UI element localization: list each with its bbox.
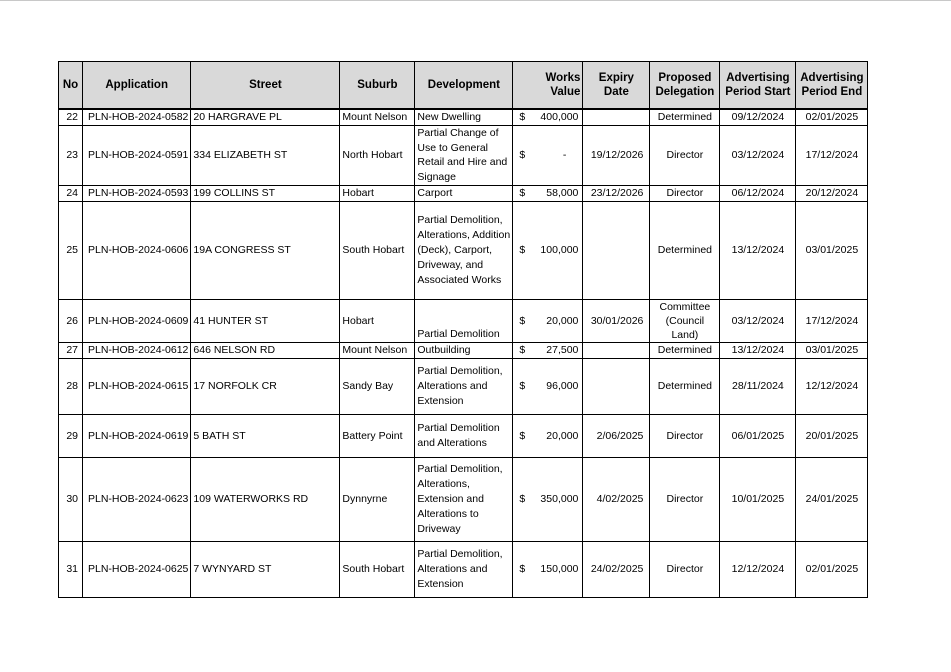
value-amount: 20,000: [546, 429, 579, 442]
header-expiry-date: Expiry Date: [583, 62, 650, 110]
cell-application: PLN-HOB-2024-0619: [83, 414, 191, 457]
cell-works-value: [513, 541, 583, 597]
cell-suburb: Hobart: [340, 185, 415, 201]
cell-delegation: Determined: [650, 109, 720, 125]
cell-street: 5 BATH ST: [191, 414, 340, 457]
cell-street: 19A CONGRESS ST: [191, 201, 340, 299]
currency-symbol: $: [519, 493, 526, 506]
currency-symbol: $: [519, 429, 526, 442]
cell-development: Partial Change of Use to General Retail and Hire and Signage: [415, 125, 513, 185]
value-amount: 400,000: [540, 111, 579, 124]
cell-application: PLN-HOB-2024-0591: [83, 125, 191, 185]
header-street: Street: [191, 62, 340, 110]
cell-works-value: [513, 457, 583, 541]
table-row: [59, 358, 868, 414]
table-row: [59, 185, 868, 201]
cell-expiry-date: 24/02/2025: [583, 541, 650, 597]
currency-symbol: $: [519, 314, 526, 327]
cell-expiry-date: 23/12/2026: [583, 185, 650, 201]
value-amount: 58,000: [546, 187, 579, 200]
cell-works-value: [513, 201, 583, 299]
currency-symbol: $: [519, 111, 526, 124]
cell-delegation: Committee (Council Land): [650, 299, 720, 342]
cell-development: Partial Demolition: [415, 299, 513, 342]
cell-development: Outbuilding: [415, 342, 513, 358]
cell-development: Partial Demolition and Alterations: [415, 414, 513, 457]
cell-suburb: Mount Nelson: [340, 109, 415, 125]
table-row: [59, 457, 868, 541]
table-row: [59, 414, 868, 457]
cell-street: 7 WYNYARD ST: [191, 541, 340, 597]
cell-works-value: [513, 342, 583, 358]
value-amount: 350,000: [540, 493, 579, 506]
applications-table: [58, 61, 868, 598]
cell-advertising-start: 13/12/2024: [720, 201, 796, 299]
currency-symbol: $: [519, 380, 526, 393]
table-row: [59, 541, 868, 597]
cell-expiry-date: 30/01/2026: [583, 299, 650, 342]
cell-expiry-date: [583, 342, 650, 358]
cell-advertising-start: 28/11/2024: [720, 358, 796, 414]
cell-expiry-date: 19/12/2026: [583, 125, 650, 185]
cell-application: PLN-HOB-2024-0593: [83, 185, 191, 201]
cell-no: 29: [59, 414, 83, 457]
cell-works-value: [513, 109, 583, 125]
currency-symbol: $: [519, 563, 526, 576]
cell-street: 20 HARGRAVE PL: [191, 109, 340, 125]
value-amount: -: [562, 149, 567, 162]
cell-no: 23: [59, 125, 83, 185]
cell-no: 24: [59, 185, 83, 201]
page-top-border: [0, 0, 951, 1]
cell-street: 646 NELSON RD: [191, 342, 340, 358]
cell-development: Partial Demolition, Alterations and Extension: [415, 541, 513, 597]
cell-advertising-end: 03/01/2025: [796, 342, 868, 358]
cell-delegation: Determined: [650, 201, 720, 299]
cell-street: 109 WATERWORKS RD: [191, 457, 340, 541]
cell-delegation: Determined: [650, 342, 720, 358]
cell-advertising-end: 02/01/2025: [796, 541, 868, 597]
cell-no: 27: [59, 342, 83, 358]
cell-application: PLN-HOB-2024-0609: [83, 299, 191, 342]
cell-advertising-start: 09/12/2024: [720, 109, 796, 125]
cell-delegation: Director: [650, 414, 720, 457]
cell-application: PLN-HOB-2024-0612: [83, 342, 191, 358]
cell-works-value: [513, 299, 583, 342]
cell-application: PLN-HOB-2024-0623: [83, 457, 191, 541]
value-amount: 150,000: [540, 563, 579, 576]
cell-expiry-date: [583, 358, 650, 414]
header-suburb: Suburb: [340, 62, 415, 110]
cell-suburb: Hobart: [340, 299, 415, 342]
cell-expiry-date: [583, 201, 650, 299]
cell-application: PLN-HOB-2024-0582: [83, 109, 191, 125]
cell-suburb: South Hobart: [340, 201, 415, 299]
table-row: [59, 201, 868, 299]
value-amount: 20,000: [546, 314, 579, 327]
cell-suburb: Sandy Bay: [340, 358, 415, 414]
header-development: Development: [415, 62, 513, 110]
table-row: [59, 299, 868, 342]
cell-development: Carport: [415, 185, 513, 201]
header-application: Application: [83, 62, 191, 110]
cell-development: Partial Demolition, Alterations and Extension: [415, 358, 513, 414]
cell-development: Partial Demolition, Alterations, Extension and Alterations to Driveway: [415, 457, 513, 541]
cell-suburb: Dynnyrne: [340, 457, 415, 541]
cell-advertising-start: 12/12/2024: [720, 541, 796, 597]
cell-application: PLN-HOB-2024-0615: [83, 358, 191, 414]
header-works-value: Works Value: [513, 62, 583, 110]
cell-expiry-date: 2/06/2025: [583, 414, 650, 457]
cell-works-value: [513, 414, 583, 457]
value-amount: 27,500: [546, 344, 579, 357]
cell-advertising-end: 12/12/2024: [796, 358, 868, 414]
header-no: No: [59, 62, 83, 110]
table-row: [59, 342, 868, 358]
cell-suburb: South Hobart: [340, 541, 415, 597]
cell-advertising-end: 20/01/2025: [796, 414, 868, 457]
cell-delegation: Director: [650, 125, 720, 185]
value-amount: 100,000: [540, 244, 579, 257]
currency-symbol: $: [519, 344, 526, 357]
cell-street: 41 HUNTER ST: [191, 299, 340, 342]
cell-advertising-end: 03/01/2025: [796, 201, 868, 299]
cell-no: 22: [59, 109, 83, 125]
table-row: [59, 125, 868, 185]
cell-delegation: Director: [650, 457, 720, 541]
table-row: [59, 109, 868, 125]
currency-symbol: $: [519, 244, 526, 257]
cell-advertising-start: 10/01/2025: [720, 457, 796, 541]
header-advertising-end: Advertising Period End: [796, 62, 868, 110]
currency-symbol: $: [519, 149, 526, 162]
cell-advertising-start: 13/12/2024: [720, 342, 796, 358]
cell-street: 334 ELIZABETH ST: [191, 125, 340, 185]
cell-expiry-date: 4/02/2025: [583, 457, 650, 541]
cell-no: 30: [59, 457, 83, 541]
cell-delegation: Director: [650, 541, 720, 597]
cell-no: 31: [59, 541, 83, 597]
cell-works-value: [513, 125, 583, 185]
cell-advertising-end: 17/12/2024: [796, 125, 868, 185]
cell-advertising-start: 03/12/2024: [720, 125, 796, 185]
cell-delegation: Director: [650, 185, 720, 201]
cell-suburb: North Hobart: [340, 125, 415, 185]
cell-advertising-start: 03/12/2024: [720, 299, 796, 342]
cell-delegation: Determined: [650, 358, 720, 414]
cell-no: 26: [59, 299, 83, 342]
cell-advertising-end: 24/01/2025: [796, 457, 868, 541]
cell-suburb: Battery Point: [340, 414, 415, 457]
cell-application: PLN-HOB-2024-0625: [83, 541, 191, 597]
cell-expiry-date: [583, 109, 650, 125]
currency-symbol: $: [519, 187, 526, 200]
cell-no: 28: [59, 358, 83, 414]
cell-works-value: [513, 358, 583, 414]
cell-suburb: Mount Nelson: [340, 342, 415, 358]
header-advertising-start: Advertising Period Start: [720, 62, 796, 110]
cell-advertising-end: 02/01/2025: [796, 109, 868, 125]
cell-development: New Dwelling: [415, 109, 513, 125]
cell-street: 199 COLLINS ST: [191, 185, 340, 201]
header-row: [59, 62, 868, 110]
cell-application: PLN-HOB-2024-0606: [83, 201, 191, 299]
cell-advertising-start: 06/12/2024: [720, 185, 796, 201]
cell-works-value: [513, 185, 583, 201]
cell-advertising-end: 17/12/2024: [796, 299, 868, 342]
value-amount: 96,000: [546, 380, 579, 393]
cell-advertising-start: 06/01/2025: [720, 414, 796, 457]
cell-no: 25: [59, 201, 83, 299]
cell-advertising-end: 20/12/2024: [796, 185, 868, 201]
cell-development: Partial Demolition, Alterations, Addition (Deck), Carport, Driveway, and Associated Works: [415, 201, 513, 299]
header-proposed-delegation: Proposed Delegation: [650, 62, 720, 110]
cell-street: 17 NORFOLK CR: [191, 358, 340, 414]
